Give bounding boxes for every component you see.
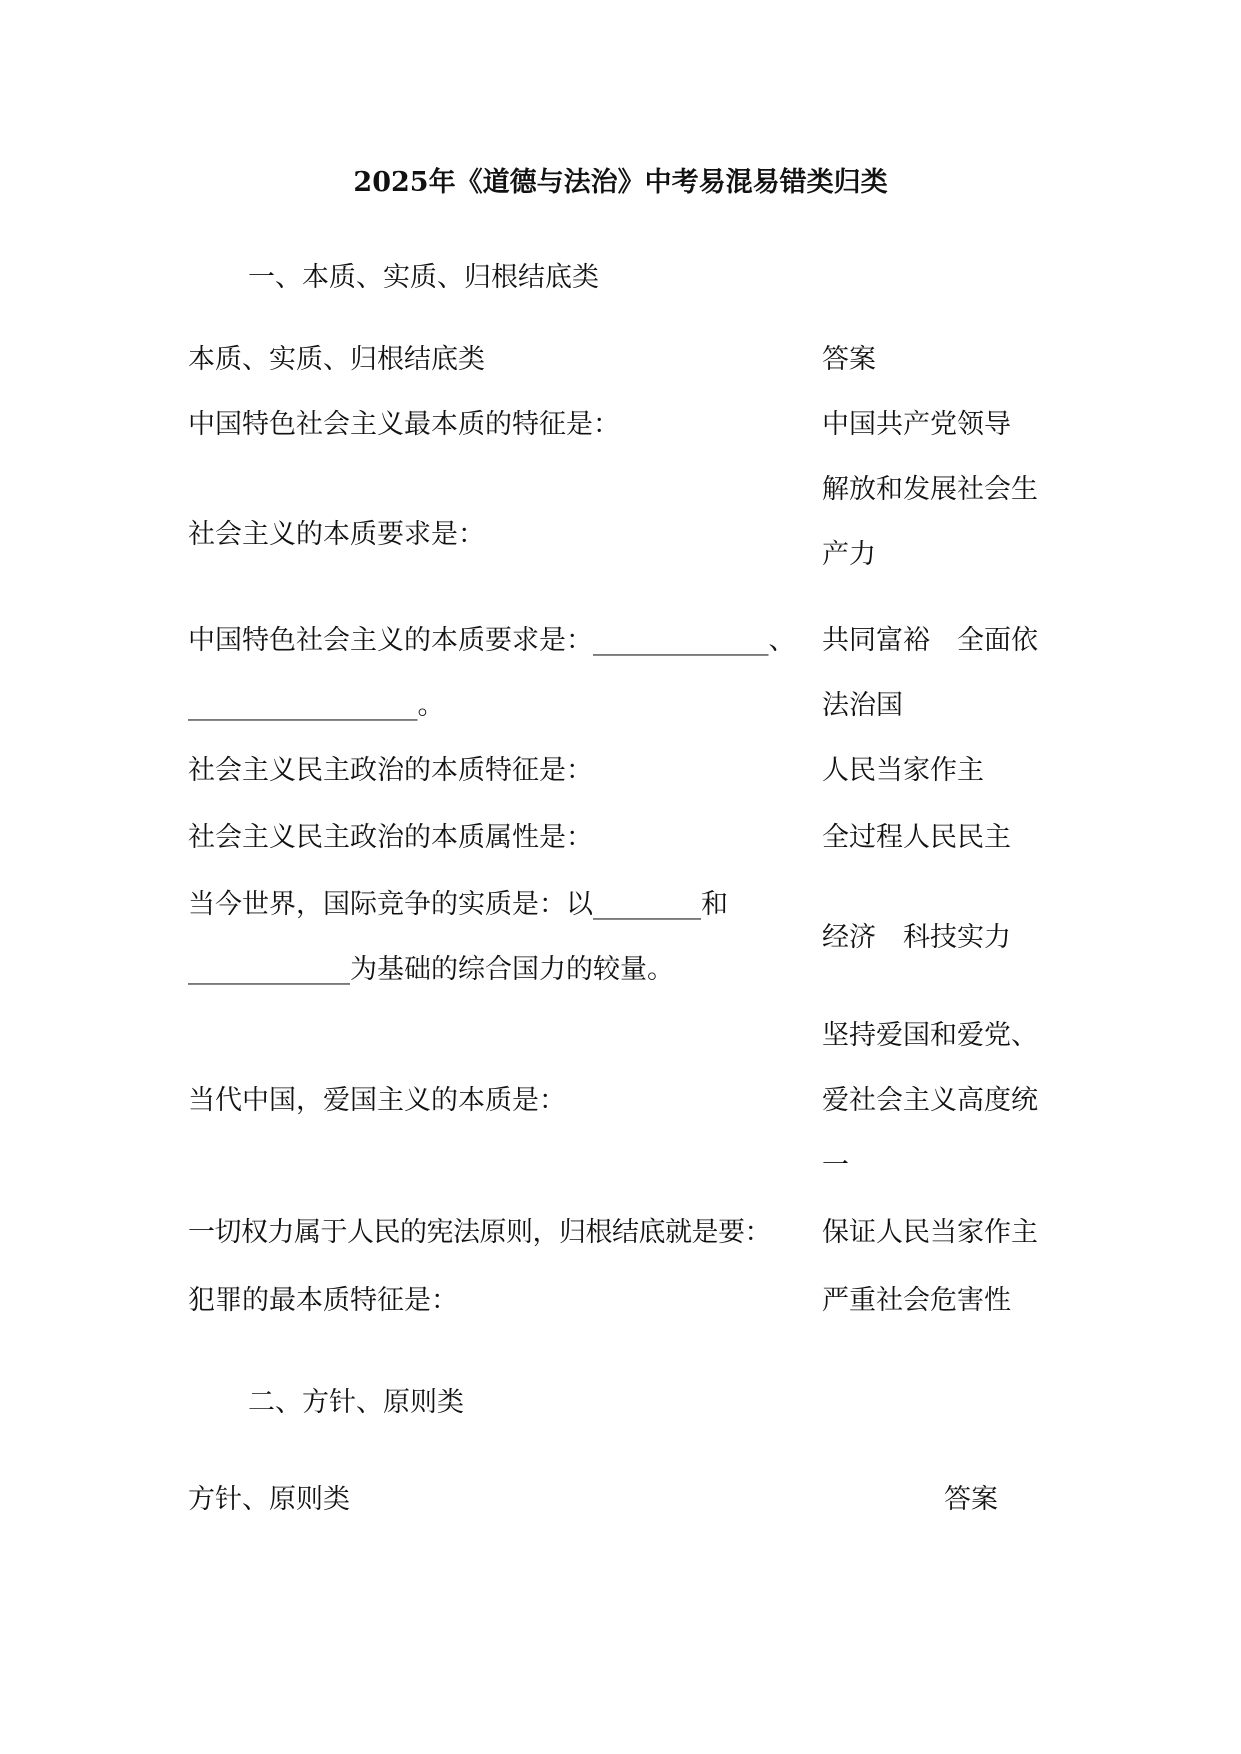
row-question: 社会主义民主政治的本质特征是： (188, 755, 593, 786)
row-question-line1: 中国特色社会主义的本质要求是：_____________、 (188, 625, 796, 656)
row-question: 社会主义的本质要求是： (188, 519, 485, 550)
row-question: 一切权力属于人民的宪法原则，归根结底就是要： (188, 1217, 771, 1248)
row-answer-line2: 产力 (822, 539, 876, 570)
row-question-line1: 当今世界，国际竞争的实质是：以________和 (188, 889, 728, 920)
row-answer-line3: 一 (822, 1150, 849, 1181)
section-heading-2: 二、方针、原则类 (248, 1387, 464, 1418)
row-answer-line1: 解放和发展社会生 (822, 474, 1038, 505)
table-header-answer-text: 答案 (822, 344, 876, 375)
row-question: 社会主义民主政治的本质属性是： (188, 822, 593, 853)
page-title: 2025年《道德与法治》中考易混易错类归类 (353, 167, 888, 198)
row-answer: 人民当家作主 (822, 755, 984, 786)
row-answer-line1: 共同富裕 全面依 (822, 625, 1038, 656)
section-heading-1: 一、本质、实质、归根结底类 (248, 262, 599, 293)
row-question-line2: ____________为基础的综合国力的较量。 (188, 954, 674, 985)
row-question: 犯罪的最本质特征是： (188, 1285, 458, 1316)
row-answer-line1: 坚持爱国和爱党、 (822, 1020, 1038, 1051)
row-question: 当代中国，爱国主义的本质是： (188, 1085, 566, 1116)
table-header-question-text: 方针、原则类 (188, 1484, 350, 1515)
row-question-line2: _________________。 (188, 690, 445, 721)
table-header-question-text: 本质、实质、归根结底类 (188, 344, 485, 375)
row-answer-line2: 法治国 (822, 690, 903, 721)
row-answer: 保证人民当家作主 (822, 1217, 1038, 1248)
row-answer: 经济 科技实力 (822, 922, 1011, 953)
row-answer: 中国共产党领导 (822, 409, 1011, 440)
table-header-answer-text: 答案 (944, 1484, 998, 1515)
row-answer: 严重社会危害性 (822, 1285, 1011, 1316)
row-question: 中国特色社会主义最本质的特征是： (188, 409, 620, 440)
row-answer: 全过程人民民主 (822, 822, 1011, 853)
row-answer-line2: 爱社会主义高度统 (822, 1085, 1038, 1116)
